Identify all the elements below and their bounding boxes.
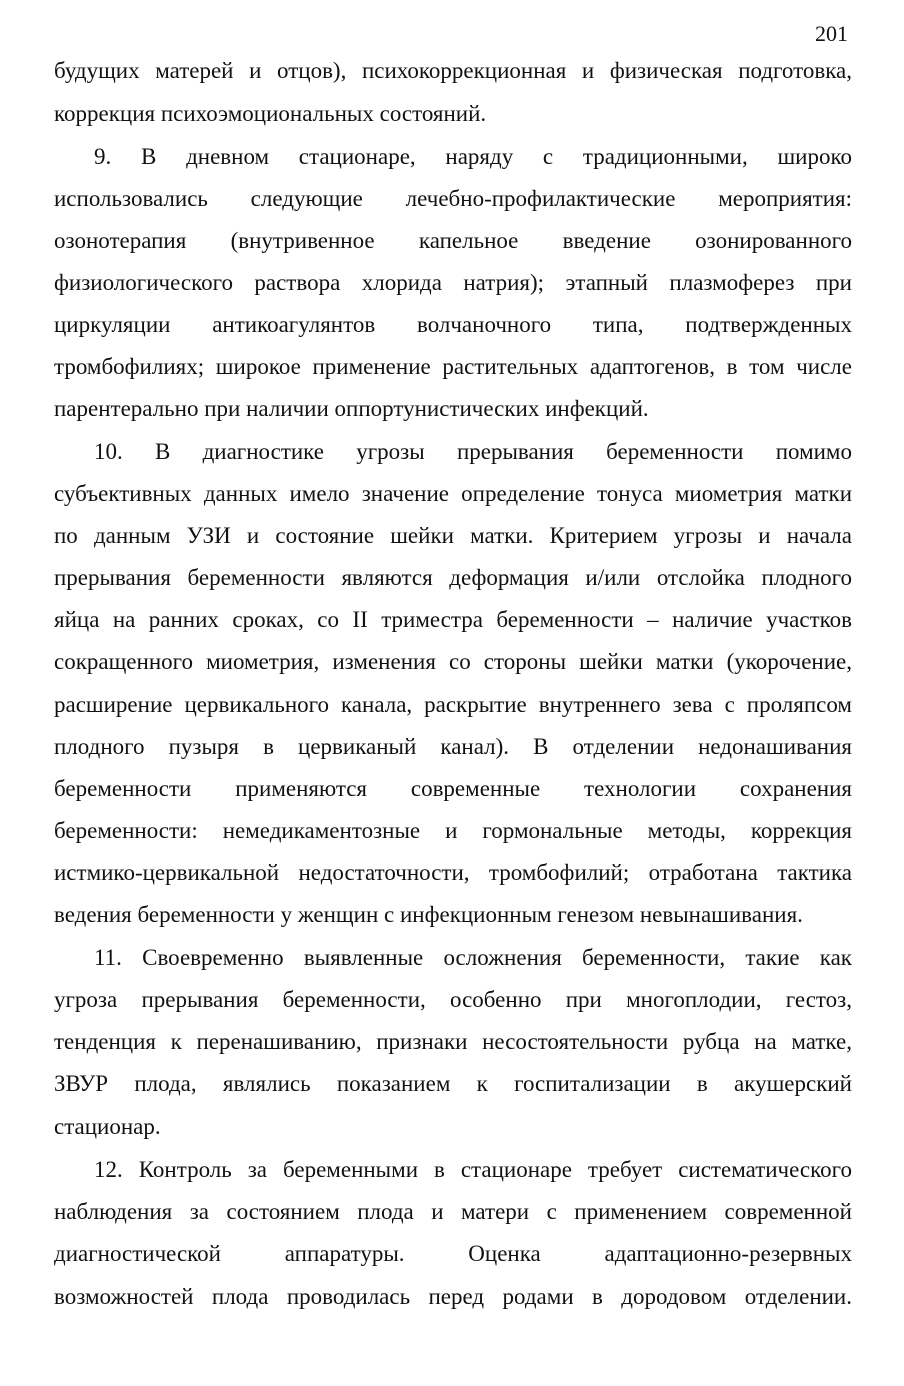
text-line: будущих матерей и отцов), психокоррекционная и физическая подготовка, [54,58,852,83]
text-line: использовались следующие лечебно-профилактические мероприятия: [54,186,852,211]
text-line: наблюдения за состоянием плода и матери с применением современной [54,1199,852,1224]
text-line: 10. В диагностике угрозы прерывания беременности помимо [94,439,852,464]
text-line: 11. Своевременно выявленные осложнения беременности, такие как [94,945,852,970]
text-line: циркуляции антикоагулянтов волчаночного типа, подтвержденных [54,312,852,337]
text-line: физиологического раствора хлорида натрия); этапный плазмоферез при [54,270,852,295]
text-line: озонотерапия (внутривенное капельное введение озонированного [54,228,852,253]
text-line: тромбофилиях; широкое применение растительных адаптогенов, в том числе [54,354,852,379]
text-line: расширение цервикального канала, раскрытие внутреннего зева с проляпсом [54,692,852,717]
text-line: прерывания беременности являются деформация и/или отслойка плодного [54,565,852,590]
text-line: стационар. [54,1114,161,1139]
text-line: тенденция к перенашиванию, признаки несостоятельности рубца на матке, [54,1029,852,1054]
text-line: по данным УЗИ и состояние шейки матки. Критерием угрозы и начала [54,523,852,548]
text-line: плодного пузыря в цервиканый канал). В отделении недонашивания [54,734,852,759]
text-line: диагностической аппаратуры. Оценка адаптационно-резервных [54,1241,852,1266]
page-number: 201 [815,21,848,46]
text-line: 9. В дневном стационаре, наряду с традиционными, широко [94,144,852,169]
text-line: беременности применяются современные технологии сохранения [54,776,852,801]
text-line: парентерально при наличии оппортунистических инфекций. [54,396,649,421]
text-line: яйца на ранних сроках, со II триместра беременности – наличие участков [54,607,852,632]
text-line: угроза прерывания беременности, особенно при многоплодии, гестоз, [54,987,852,1012]
text-line: ЗВУР плода, являлись показанием к госпитализации в акушерский [54,1071,852,1096]
text-line: ведения беременности у женщин с инфекционным генезом невынашивания. [54,902,803,927]
text-line: субъективных данных имело значение определение тонуса миометрия матки [54,481,852,506]
text-line: сокращенного миометрия, изменения со стороны шейки матки (укорочение, [54,649,852,674]
text-line: возможностей плода проводилась перед родами в дородовом отделении. [54,1284,852,1309]
text-line: коррекция психоэмоциональных состояний. [54,101,487,126]
text-line: истмико-цервикальной недостаточности, тромбофилий; отработана тактика [54,860,852,885]
text-line: 12. Контроль за беременными в стационаре требует систематического [94,1157,852,1182]
text-line: беременности: немедикаментозные и гормональные методы, коррекция [54,818,852,843]
